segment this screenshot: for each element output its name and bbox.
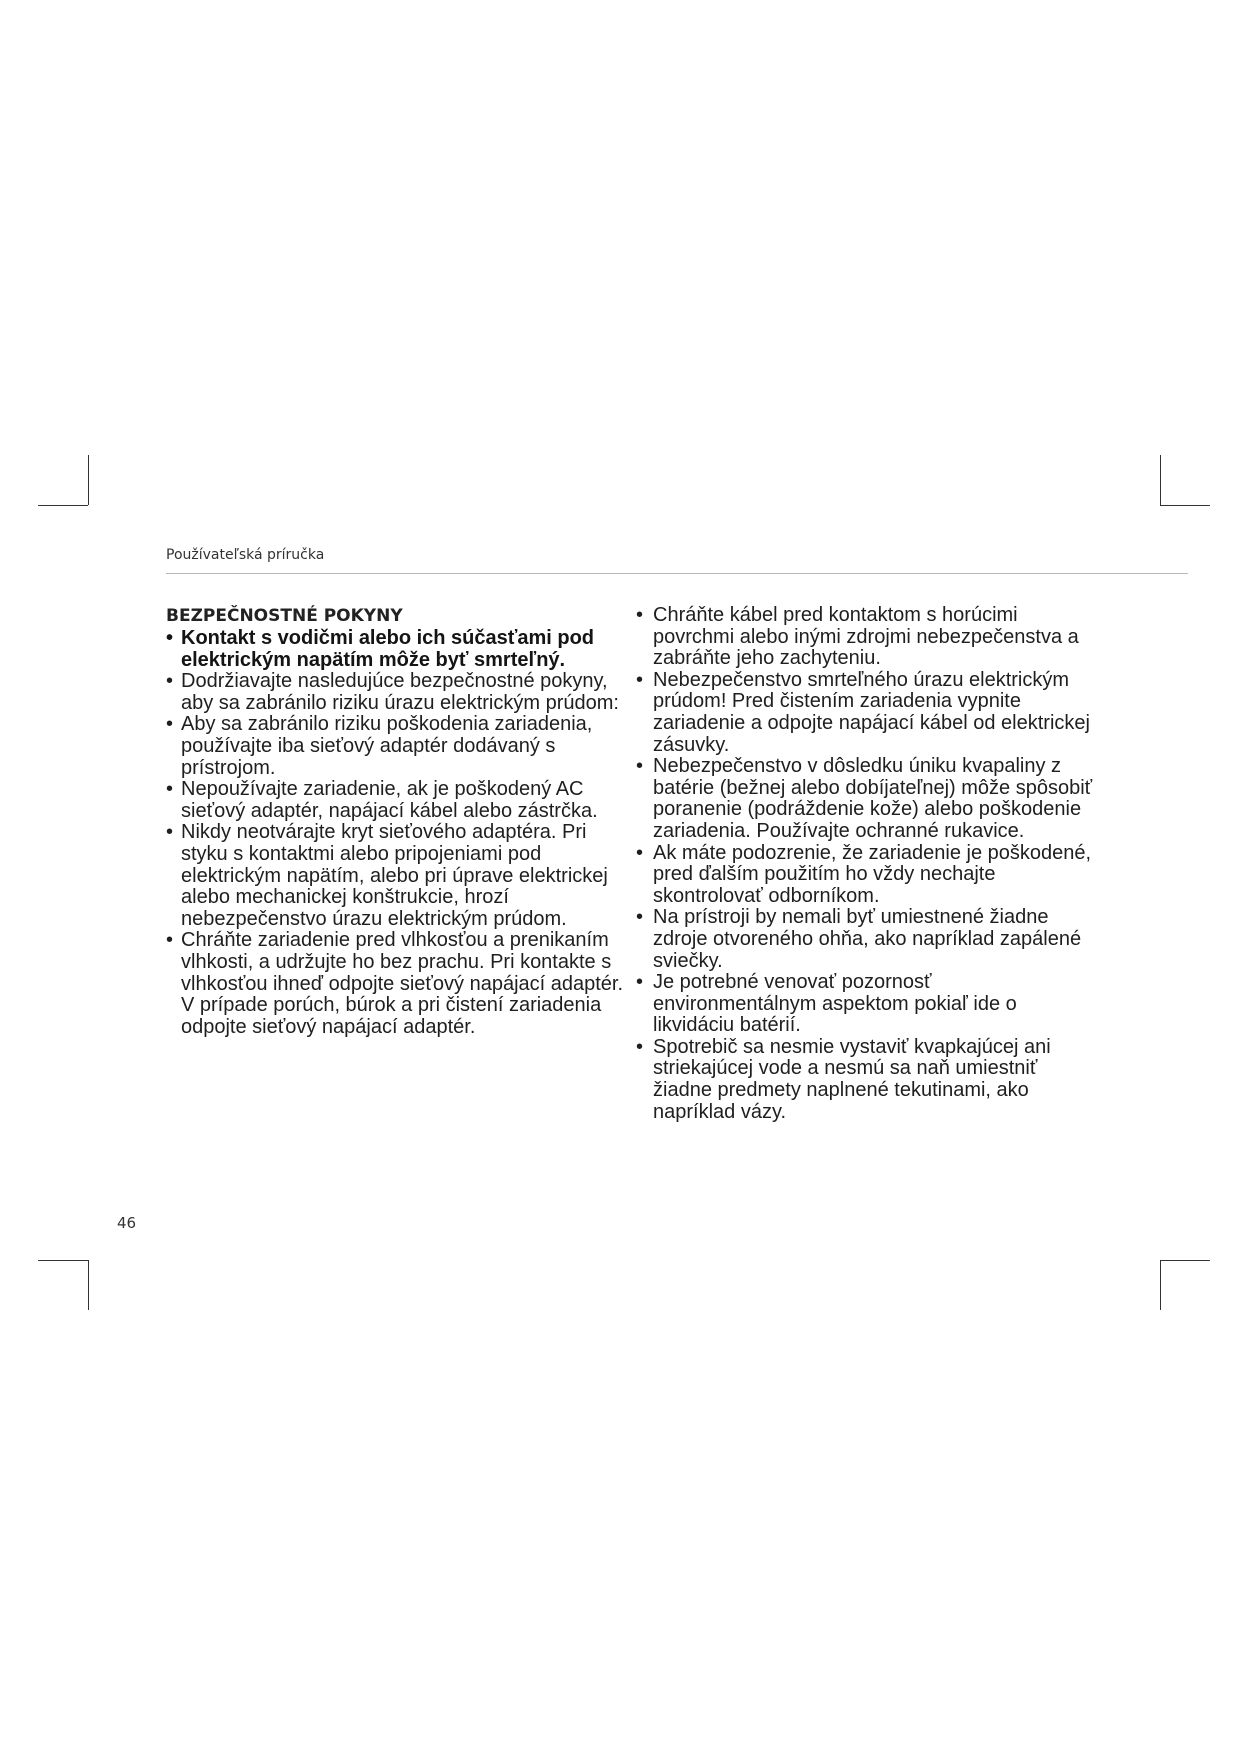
- crop-mark-top-left-vertical: [88, 455, 89, 505]
- list-item: • Na prístroji by nemali byť umiestnené žiadne zdroje otvoreného ohňa, ako napríklad zapálené sviečky.: [636, 907, 1096, 972]
- list-item: • Chráňte kábel pred kontaktom s horúcimi povrchmi alebo inými zdrojmi nebezpečenstva a zabráňte jeho zachyteniu.: [636, 605, 1096, 670]
- list-item: • Nebezpečenstvo smrteľného úrazu elektrickým prúdom! Pred čistením zariadenia vypnite zariadenie a odpojte napájací kábel od elektrickej zásuvky.: [636, 670, 1096, 756]
- crop-mark-bottom-left-horizontal: [38, 1260, 88, 1261]
- header-rule: [166, 573, 1188, 574]
- running-header: Používateľská príručka: [166, 547, 325, 563]
- right-bullet-list: [636, 605, 1096, 1123]
- list-item: • Nepoužívajte zariadenie, ak je poškodený AC sieťový adaptér, napájací kábel alebo zástrčka.: [166, 779, 636, 822]
- crop-mark-top-right-vertical: [1160, 455, 1161, 505]
- list-item: • Aby sa zabránilo riziku poškodenia zariadenia, používajte iba sieťový adaptér dodávaný s prístrojom.: [166, 714, 636, 779]
- page-number: 46: [117, 1214, 137, 1232]
- left-bullet-list: [166, 628, 636, 1038]
- crop-mark-top-left-horizontal: [38, 505, 88, 506]
- list-item: • Chráňte zariadenie pred vlhkosťou a prenikaním vlhkosti, a udržujte ho bez prachu. Pri kontakte s vlhkosťou ihneď odpojte sieťový napájací adaptér. V prípade porúch, búrok a pri čistení zariadenia odpojte sieťový napájací adaptér.: [166, 930, 636, 1038]
- left-column: [166, 605, 636, 1038]
- list-item: • Ak máte podozrenie, že zariadenie je poškodené, pred ďalším použitím ho vždy nechajte skontrolovať odborníkom.: [636, 843, 1096, 908]
- list-item: • Spotrebič sa nesmie vystaviť kvapkajúcej ani striekajúcej vode a nesmú sa naň umiestniť žiadne predmety naplnené tekutinami, ako napríklad vázy.: [636, 1037, 1096, 1123]
- list-item: • Nikdy neotvárajte kryt sieťového adaptéra. Pri styku s kontaktmi alebo pripojeniami pod elektrickým napätím, alebo pri úprave elektrickej alebo mechanickej konštrukcie, hrozí nebezpečenstvo úrazu elektrickým prúdom.: [166, 822, 636, 930]
- crop-mark-top-right-horizontal: [1160, 505, 1210, 506]
- crop-mark-bottom-left-vertical: [88, 1260, 89, 1310]
- right-column: [636, 605, 1096, 1123]
- list-item: • Dodržiavajte nasledujúce bezpečnostné pokyny, aby sa zabránilo riziku úrazu elektrickým prúdom:: [166, 671, 636, 714]
- list-item: • Nebezpečenstvo v dôsledku úniku kvapaliny z batérie (bežnej alebo dobíjateľnej) môže spôsobiť poranenie (podráždenie kože) alebo poškodenie zariadenia. Používajte ochranné rukavice.: [636, 756, 1096, 842]
- crop-mark-bottom-right-horizontal: [1160, 1260, 1210, 1261]
- section-title: BEZPEČNOSTNÉ POKYNY: [166, 606, 403, 626]
- crop-mark-bottom-right-vertical: [1160, 1260, 1161, 1310]
- list-item: • Kontakt s vodičmi alebo ich súčasťami pod elektrickým napätím môže byť smrteľný.: [166, 628, 636, 671]
- list-item: • Je potrebné venovať pozornosť environmentálnym aspektom pokiaľ ide o likvidáciu batérií.: [636, 972, 1096, 1037]
